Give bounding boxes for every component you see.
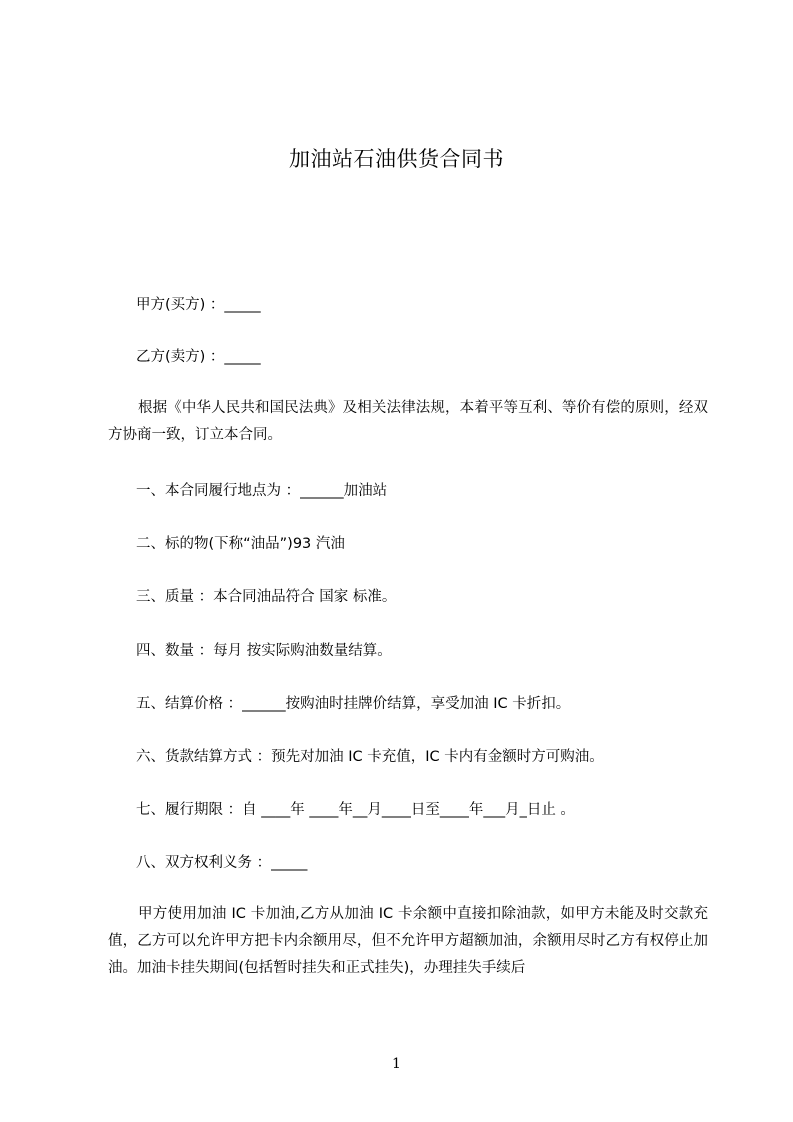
- clause-1: 一、本合同履行地点为 ：______加油站: [136, 483, 388, 499]
- clause-6: 六、货款结算方式 ：预先对加油 IC 卡充值，IC 卡内有金额时方可购油。: [136, 749, 604, 765]
- body-paragraph: 甲方使用加油 IC 卡加油,乙方从加油 IC 卡余额中直接扣除油款，如甲方未能及时交款充值，乙方可以允许甲方把卡内余额用尽，但不允许甲方超额加油，余额用尽时乙方有权停止加油。加油卡挂失期间(包括暂时挂失和正式挂失)，办理挂失手续后: [108, 906, 708, 976]
- clause-4: 四、数量 ：每月 按实际购油数量结算。: [136, 643, 392, 659]
- party-b-line: 乙方(卖方) ：_____: [136, 349, 261, 365]
- clause-3: 三、质量 ：本合同油品符合 国家 标准。: [136, 589, 397, 605]
- page-number: 1: [392, 1056, 401, 1072]
- preamble-paragraph: 根据《中华人民共和国民法典》及相关法律法规，本着平等互利、等价有偿的原则，经双方协商一致，订立本合同。: [108, 400, 708, 443]
- clause-7: 七、履行期限 ：自 ____年 ____年__月____日至____年___月_日止 。: [136, 802, 575, 818]
- clause-8: 八、双方权利义务 ：_____: [136, 855, 308, 871]
- document-title: 加油站石油供货合同书: [289, 147, 504, 171]
- clause-5: 五、结算价格 ：______按购油时挂牌价结算，享受加油 IC 卡折扣。: [136, 696, 571, 712]
- party-a-line: 甲方(买方) ：_____: [136, 297, 261, 313]
- clause-2: 二、标的物(下称“油品”)93 汽油: [136, 536, 345, 552]
